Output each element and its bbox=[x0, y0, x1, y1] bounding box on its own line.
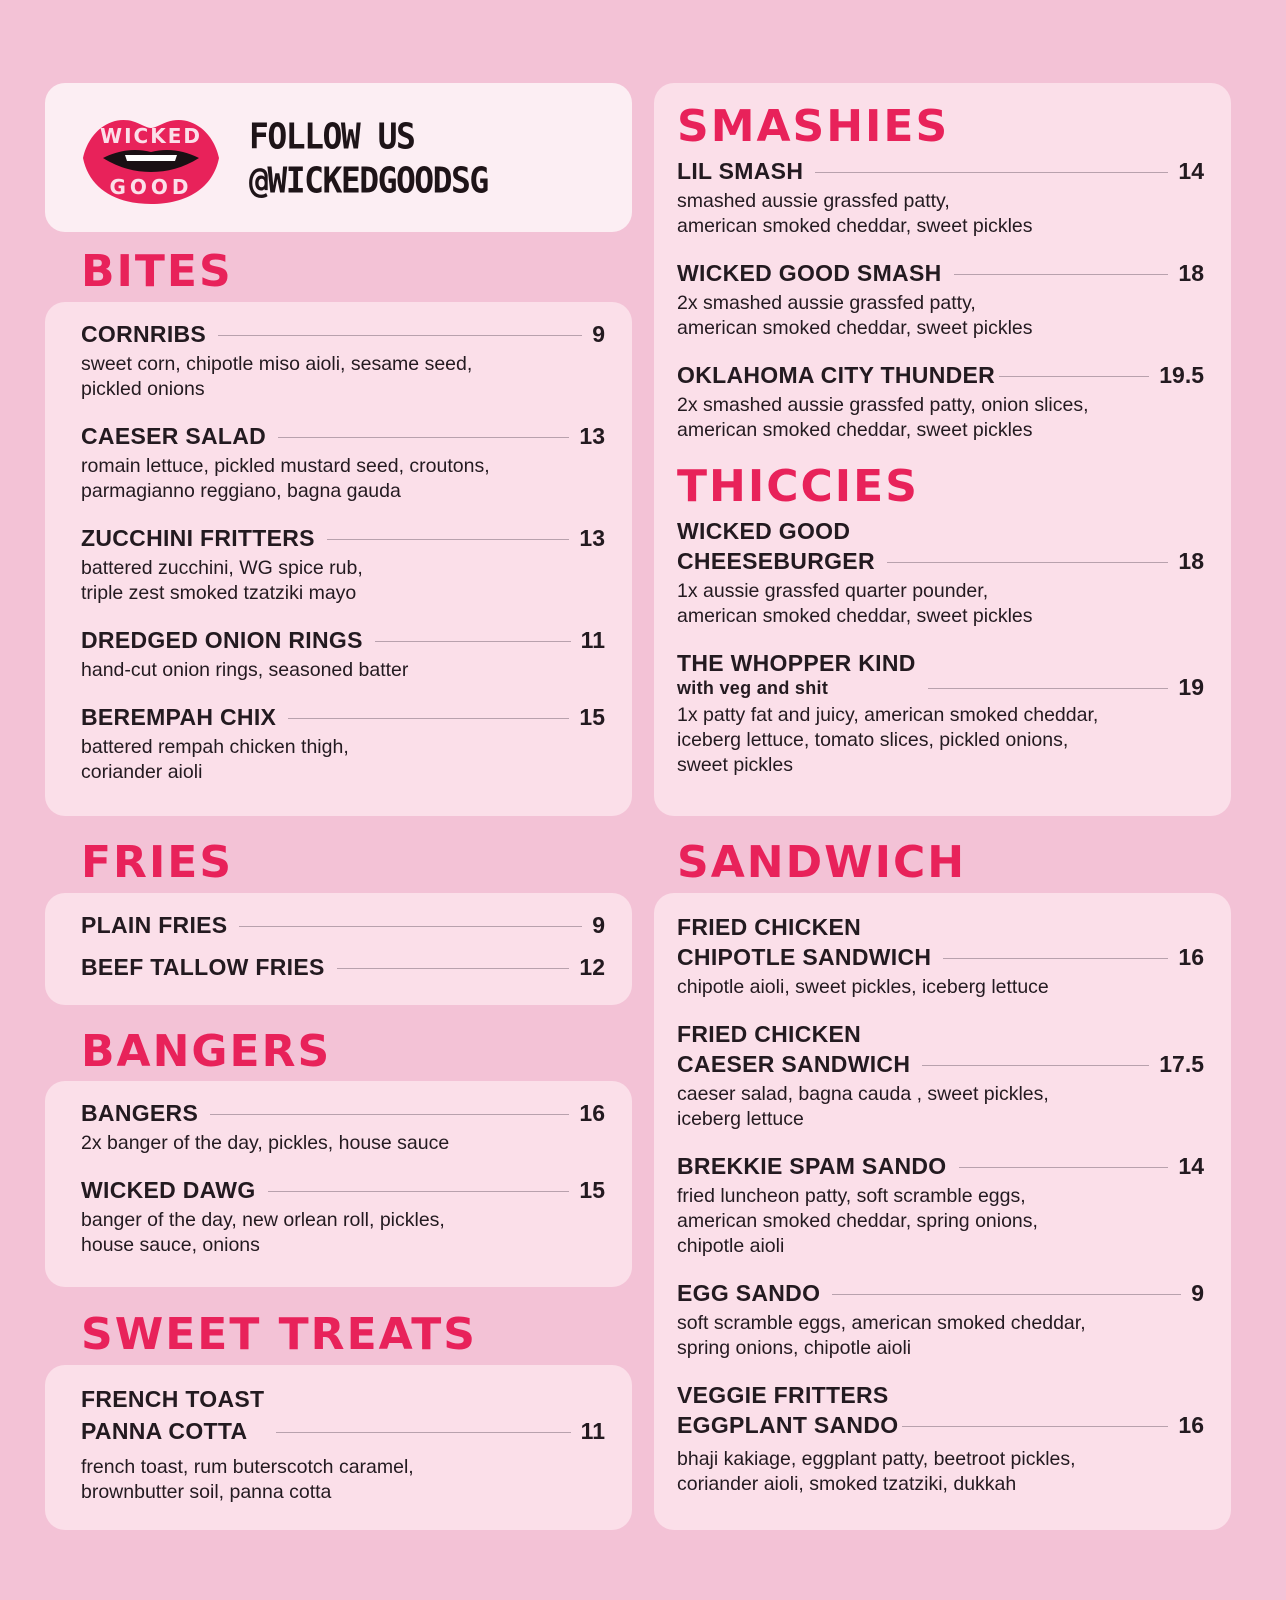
svg-text:GOOD: GOOD bbox=[109, 174, 193, 199]
item-name: FRENCH TOAST bbox=[81, 1386, 265, 1412]
menu-item bbox=[677, 649, 1204, 778]
leader-line bbox=[815, 172, 1168, 173]
leader-line bbox=[943, 958, 1168, 959]
menu-item bbox=[677, 361, 1204, 443]
item-name: CAESER SALAD bbox=[81, 423, 267, 449]
menu-item bbox=[677, 1279, 1204, 1361]
item-name: ZUCCHINI FRITTERS bbox=[81, 525, 315, 551]
bites-title: BITES bbox=[81, 246, 233, 297]
item-name-line2: CHEESEBURGER bbox=[677, 548, 875, 574]
leader-line bbox=[288, 718, 569, 719]
menu-item bbox=[81, 1385, 605, 1505]
leader-line bbox=[999, 376, 1149, 377]
svg-text:WICKED: WICKED bbox=[100, 123, 202, 148]
item-subtitle: with veg and shit bbox=[677, 678, 829, 698]
menu-item bbox=[677, 157, 1204, 239]
menu-item bbox=[81, 524, 605, 606]
leader-line bbox=[239, 926, 582, 927]
leader-line bbox=[832, 1294, 1181, 1295]
item-price: 15 bbox=[579, 1177, 605, 1203]
item-name-line2: EGGPLANT SANDO bbox=[677, 1412, 899, 1438]
item-price: 18 bbox=[1178, 260, 1204, 286]
item-name: BANGERS bbox=[81, 1100, 199, 1126]
item-name: FRIED CHICKEN bbox=[677, 1021, 862, 1047]
smashies-title: SMASHIES bbox=[677, 101, 950, 152]
thiccies-title: THICCIES bbox=[677, 461, 919, 512]
menu-item bbox=[81, 320, 605, 402]
sweet-treats-title: SWEET TREATS bbox=[81, 1309, 477, 1360]
item-description: banger of the day, new orlean roll, pickles, house sauce, onions bbox=[81, 1209, 445, 1256]
item-price: 16 bbox=[1178, 944, 1204, 970]
leader-line bbox=[954, 274, 1169, 275]
menu-item bbox=[81, 626, 605, 683]
item-price: 11 bbox=[580, 627, 605, 653]
item-name-line2: CAESER SANDWICH bbox=[677, 1051, 911, 1077]
leader-line bbox=[327, 539, 570, 540]
menu-item bbox=[677, 1152, 1204, 1259]
leader-line bbox=[922, 1065, 1149, 1066]
follow-card bbox=[45, 83, 632, 232]
item-name: VEGGIE FRITTERS bbox=[677, 1382, 889, 1408]
menu-item bbox=[677, 1020, 1204, 1132]
item-price: 13 bbox=[579, 525, 605, 551]
menu-item bbox=[677, 517, 1204, 629]
menu-item bbox=[677, 259, 1204, 341]
item-description: sweet corn, chipotle miso aioli, sesame seed, pickled onions bbox=[81, 353, 473, 400]
item-description: battered zucchini, WG spice rub, triple zest smoked tzatziki mayo bbox=[81, 557, 363, 604]
item-name: THE WHOPPER KIND bbox=[677, 650, 916, 676]
item-price: 9 bbox=[592, 912, 605, 938]
item-price: 16 bbox=[579, 1100, 605, 1126]
fries-card bbox=[45, 893, 632, 1005]
item-description: 2x smashed aussie grassfed patty, onion slices, american smoked cheddar, sweet pickles bbox=[677, 394, 1089, 441]
leader-line bbox=[959, 1167, 1169, 1168]
sweet-treats-card bbox=[45, 1365, 632, 1530]
item-name: LIL SMASH bbox=[677, 158, 804, 184]
item-description: romain lettuce, pickled mustard seed, croutons, parmagianno reggiano, bagna gauda bbox=[81, 455, 490, 502]
burgers-card bbox=[654, 83, 1231, 816]
bites-card bbox=[45, 302, 632, 816]
item-name: FRIED CHICKEN bbox=[677, 914, 862, 940]
item-price: 12 bbox=[579, 954, 605, 980]
instagram-handle: @WICKEDGOODSG bbox=[249, 158, 488, 201]
leader-line bbox=[278, 437, 569, 438]
item-name: WICKED GOOD bbox=[677, 518, 851, 544]
wicked-good-lips-logo bbox=[79, 108, 223, 208]
leader-line bbox=[337, 968, 570, 969]
sandwich-card bbox=[654, 893, 1231, 1530]
item-description: 1x aussie grassfed quarter pounder, american smoked cheddar, sweet pickles bbox=[677, 580, 1033, 627]
item-price: 17.5 bbox=[1159, 1051, 1204, 1077]
menu-item bbox=[81, 1099, 605, 1156]
item-name: EGG SANDO bbox=[677, 1280, 821, 1306]
leader-line bbox=[210, 1114, 569, 1115]
item-price: 15 bbox=[579, 704, 605, 730]
menu-item bbox=[81, 703, 605, 785]
menu-item bbox=[81, 1176, 605, 1258]
item-description: smashed aussie grassfed patty, american smoked cheddar, sweet pickles bbox=[677, 190, 1033, 237]
item-name: DREDGED ONION RINGS bbox=[81, 627, 363, 653]
follow-us-line: FOLLOW US bbox=[249, 114, 415, 157]
item-price: 14 bbox=[1178, 1153, 1204, 1179]
sandwich-title: SANDWICH bbox=[677, 837, 967, 888]
item-price: 19.5 bbox=[1159, 362, 1204, 388]
menu-item bbox=[81, 422, 605, 504]
menu-item bbox=[81, 953, 605, 981]
item-description: battered rempah chicken thigh, coriander aioli bbox=[81, 736, 349, 783]
item-price: 19 bbox=[1178, 674, 1204, 700]
item-description: soft scramble eggs, american smoked cheddar, spring onions, chipotle aioli bbox=[677, 1312, 1086, 1359]
leader-line bbox=[218, 335, 582, 336]
item-price: 9 bbox=[1191, 1280, 1204, 1306]
item-price: 13 bbox=[579, 423, 605, 449]
item-name: CORNRIBS bbox=[81, 321, 207, 347]
item-price: 11 bbox=[580, 1418, 605, 1444]
item-description: caeser salad, bagna cauda , sweet pickles, iceberg lettuce bbox=[677, 1083, 1049, 1130]
leader-line bbox=[276, 1432, 570, 1433]
item-price: 14 bbox=[1178, 158, 1204, 184]
item-name: BEREMPAH CHIX bbox=[81, 704, 277, 730]
item-name: WICKED GOOD SMASH bbox=[677, 260, 942, 286]
bangers-title: BANGERS bbox=[81, 1026, 332, 1077]
leader-line bbox=[887, 562, 1169, 563]
item-description: hand-cut onion rings, seasoned batter bbox=[81, 659, 409, 681]
item-price: 16 bbox=[1178, 1412, 1204, 1438]
leader-line bbox=[928, 688, 1169, 689]
item-name-line2: PANNA COTTA bbox=[81, 1418, 248, 1444]
item-description: 1x patty fat and juicy, american smoked cheddar, iceberg lettuce, tomato slices, pickled onions, sweet pickles bbox=[677, 704, 1099, 776]
item-price: 9 bbox=[592, 321, 605, 347]
item-description: fried luncheon patty, soft scramble eggs, american smoked cheddar, spring onions, chipotle aioli bbox=[677, 1185, 1038, 1257]
item-description: 2x banger of the day, pickles, house sauce bbox=[81, 1132, 450, 1154]
follow-us-text bbox=[249, 113, 488, 202]
fries-title: FRIES bbox=[81, 837, 234, 888]
leader-line bbox=[268, 1191, 570, 1192]
menu-item bbox=[677, 1381, 1204, 1497]
item-name: BREKKIE SPAM SANDO bbox=[677, 1153, 947, 1179]
leader-line bbox=[902, 1426, 1168, 1427]
item-price: 18 bbox=[1178, 548, 1204, 574]
item-name: WICKED DAWG bbox=[81, 1177, 256, 1203]
item-description: bhaji kakiage, eggplant patty, beetroot pickles, coriander aioli, smoked tzatziki, dukkah bbox=[677, 1448, 1076, 1495]
leader-line bbox=[375, 641, 571, 642]
item-name: BEEF TALLOW FRIES bbox=[81, 954, 325, 980]
item-description: french toast, rum buterscotch caramel, brownbutter soil, panna cotta bbox=[81, 1456, 414, 1503]
menu-item bbox=[81, 911, 605, 939]
item-name: PLAIN FRIES bbox=[81, 912, 228, 938]
menu-item bbox=[677, 913, 1204, 1000]
item-name: OKLAHOMA CITY THUNDER bbox=[677, 362, 996, 388]
item-description: 2x smashed aussie grassfed patty, american smoked cheddar, sweet pickles bbox=[677, 292, 1033, 339]
item-description: chipotle aioli, sweet pickles, iceberg lettuce bbox=[677, 976, 1049, 998]
bangers-card bbox=[45, 1081, 632, 1287]
item-name-line2: CHIPOTLE SANDWICH bbox=[677, 944, 932, 970]
